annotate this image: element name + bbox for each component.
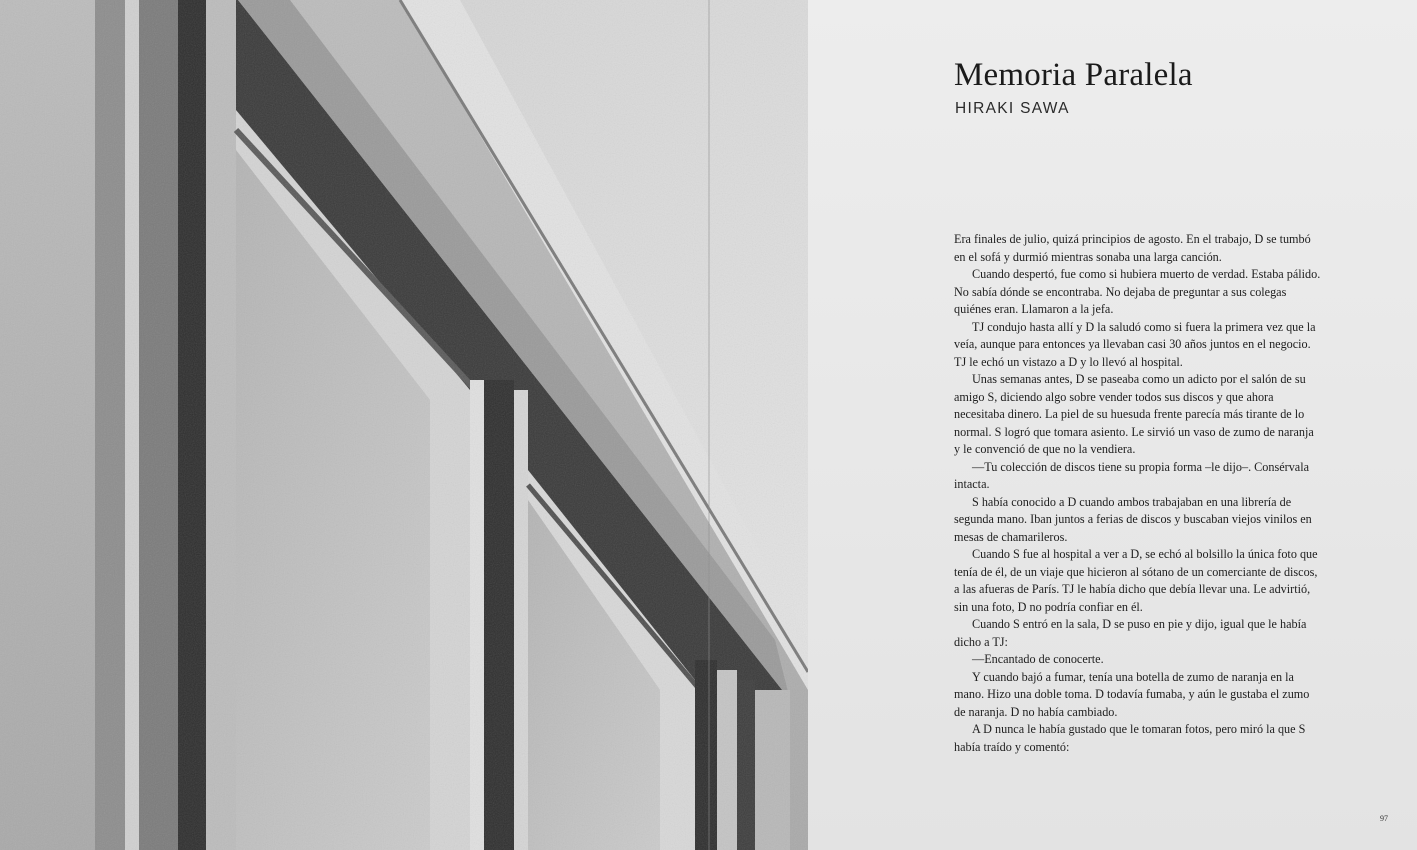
body-line: quiénes eran. Llamaron a la jefa. bbox=[954, 302, 1114, 316]
body-line: normal. S logró que tomara asiento. Le sirvió un vaso de zumo de naranja bbox=[954, 424, 1314, 439]
body-line: —Encantado de conocerte. bbox=[972, 652, 1104, 666]
body-line: TJ condujo hasta allí y D la saludó como si fuera la primera vez que la bbox=[972, 319, 1316, 334]
article-author: HIRAKI SAWA bbox=[955, 100, 1070, 117]
body-line: mano. Hizo una doble toma. D todavía fumaba, y aún le gustaba el zumo bbox=[954, 687, 1310, 701]
page-number: 97 bbox=[1380, 814, 1388, 823]
body-line: había traído y comentó: bbox=[954, 739, 1070, 754]
body-line: tenía de él, de un viaje que hicieron al sótano de un comerciante de discos, bbox=[954, 564, 1318, 579]
body-line: A D nunca le había gustado que le tomaran fotos, pero miró la que S bbox=[972, 722, 1306, 736]
article-title: Memoria Paralela bbox=[954, 57, 1193, 93]
body-line: veía, aunque para entonces ya llevaban casi 30 años juntos en el negocio. bbox=[954, 337, 1311, 351]
body-line: mesas de chamarileros. bbox=[954, 529, 1068, 544]
body-line: necesitaba dinero. La piel de su huesuda frente parecía más tirante de lo bbox=[954, 407, 1305, 421]
body-line: Era finales de julio, quizá principios de agosto. En el trabajo, D se tumbó bbox=[954, 232, 1311, 246]
body-line: TJ le echó un vistazo a D y lo llevó al hospital. bbox=[954, 354, 1183, 369]
body-line: Cuando S entró en la sala, D se puso en pie y dijo, igual que le había bbox=[972, 617, 1307, 631]
body-line: segunda mano. Iban juntos a ferias de discos y buscaban viejos vinilos en bbox=[954, 512, 1312, 526]
body-line: Unas semanas antes, D se paseaba como un adicto por el salón de su bbox=[972, 372, 1306, 386]
body-line: en el sofá y durmió mientras sonaba una larga canción. bbox=[954, 249, 1222, 264]
body-line: Cuando despertó, fue como si hubiera muerto de verdad. Estaba pálido. bbox=[972, 267, 1321, 281]
body-line: intacta. bbox=[954, 477, 990, 491]
body-line: dicho a TJ: bbox=[954, 634, 1008, 649]
text-page bbox=[808, 0, 1417, 850]
body-line: No sabía dónde se encontraba. No dejaba de preguntar a sus colegas bbox=[954, 284, 1287, 299]
article-body bbox=[954, 231, 1354, 756]
body-line: sin una foto, D no podría confiar en él. bbox=[954, 599, 1143, 614]
body-line: amigo S, diciendo algo sobre vender todos sus discos y que ahora bbox=[954, 389, 1274, 404]
body-line: —Tu colección de discos tiene su propia forma –le dijo–. Consérvala bbox=[972, 459, 1310, 474]
body-line: Cuando S fue al hospital a ver a D, se echó al bolsillo la única foto que bbox=[972, 547, 1318, 561]
body-line: a las afueras de París. TJ le había dicho que debía llevar una. Le advirtió, bbox=[954, 582, 1311, 596]
body-line: S había conocido a D cuando ambos trabajaban en una librería de bbox=[972, 494, 1292, 509]
body-line: y le convenció de que no la vendiera. bbox=[954, 442, 1136, 456]
body-line: Y cuando bajó a fumar, tenía una botella de zumo de naranja en la bbox=[972, 669, 1294, 684]
body-line: de naranja. D no había cambiado. bbox=[954, 704, 1118, 719]
